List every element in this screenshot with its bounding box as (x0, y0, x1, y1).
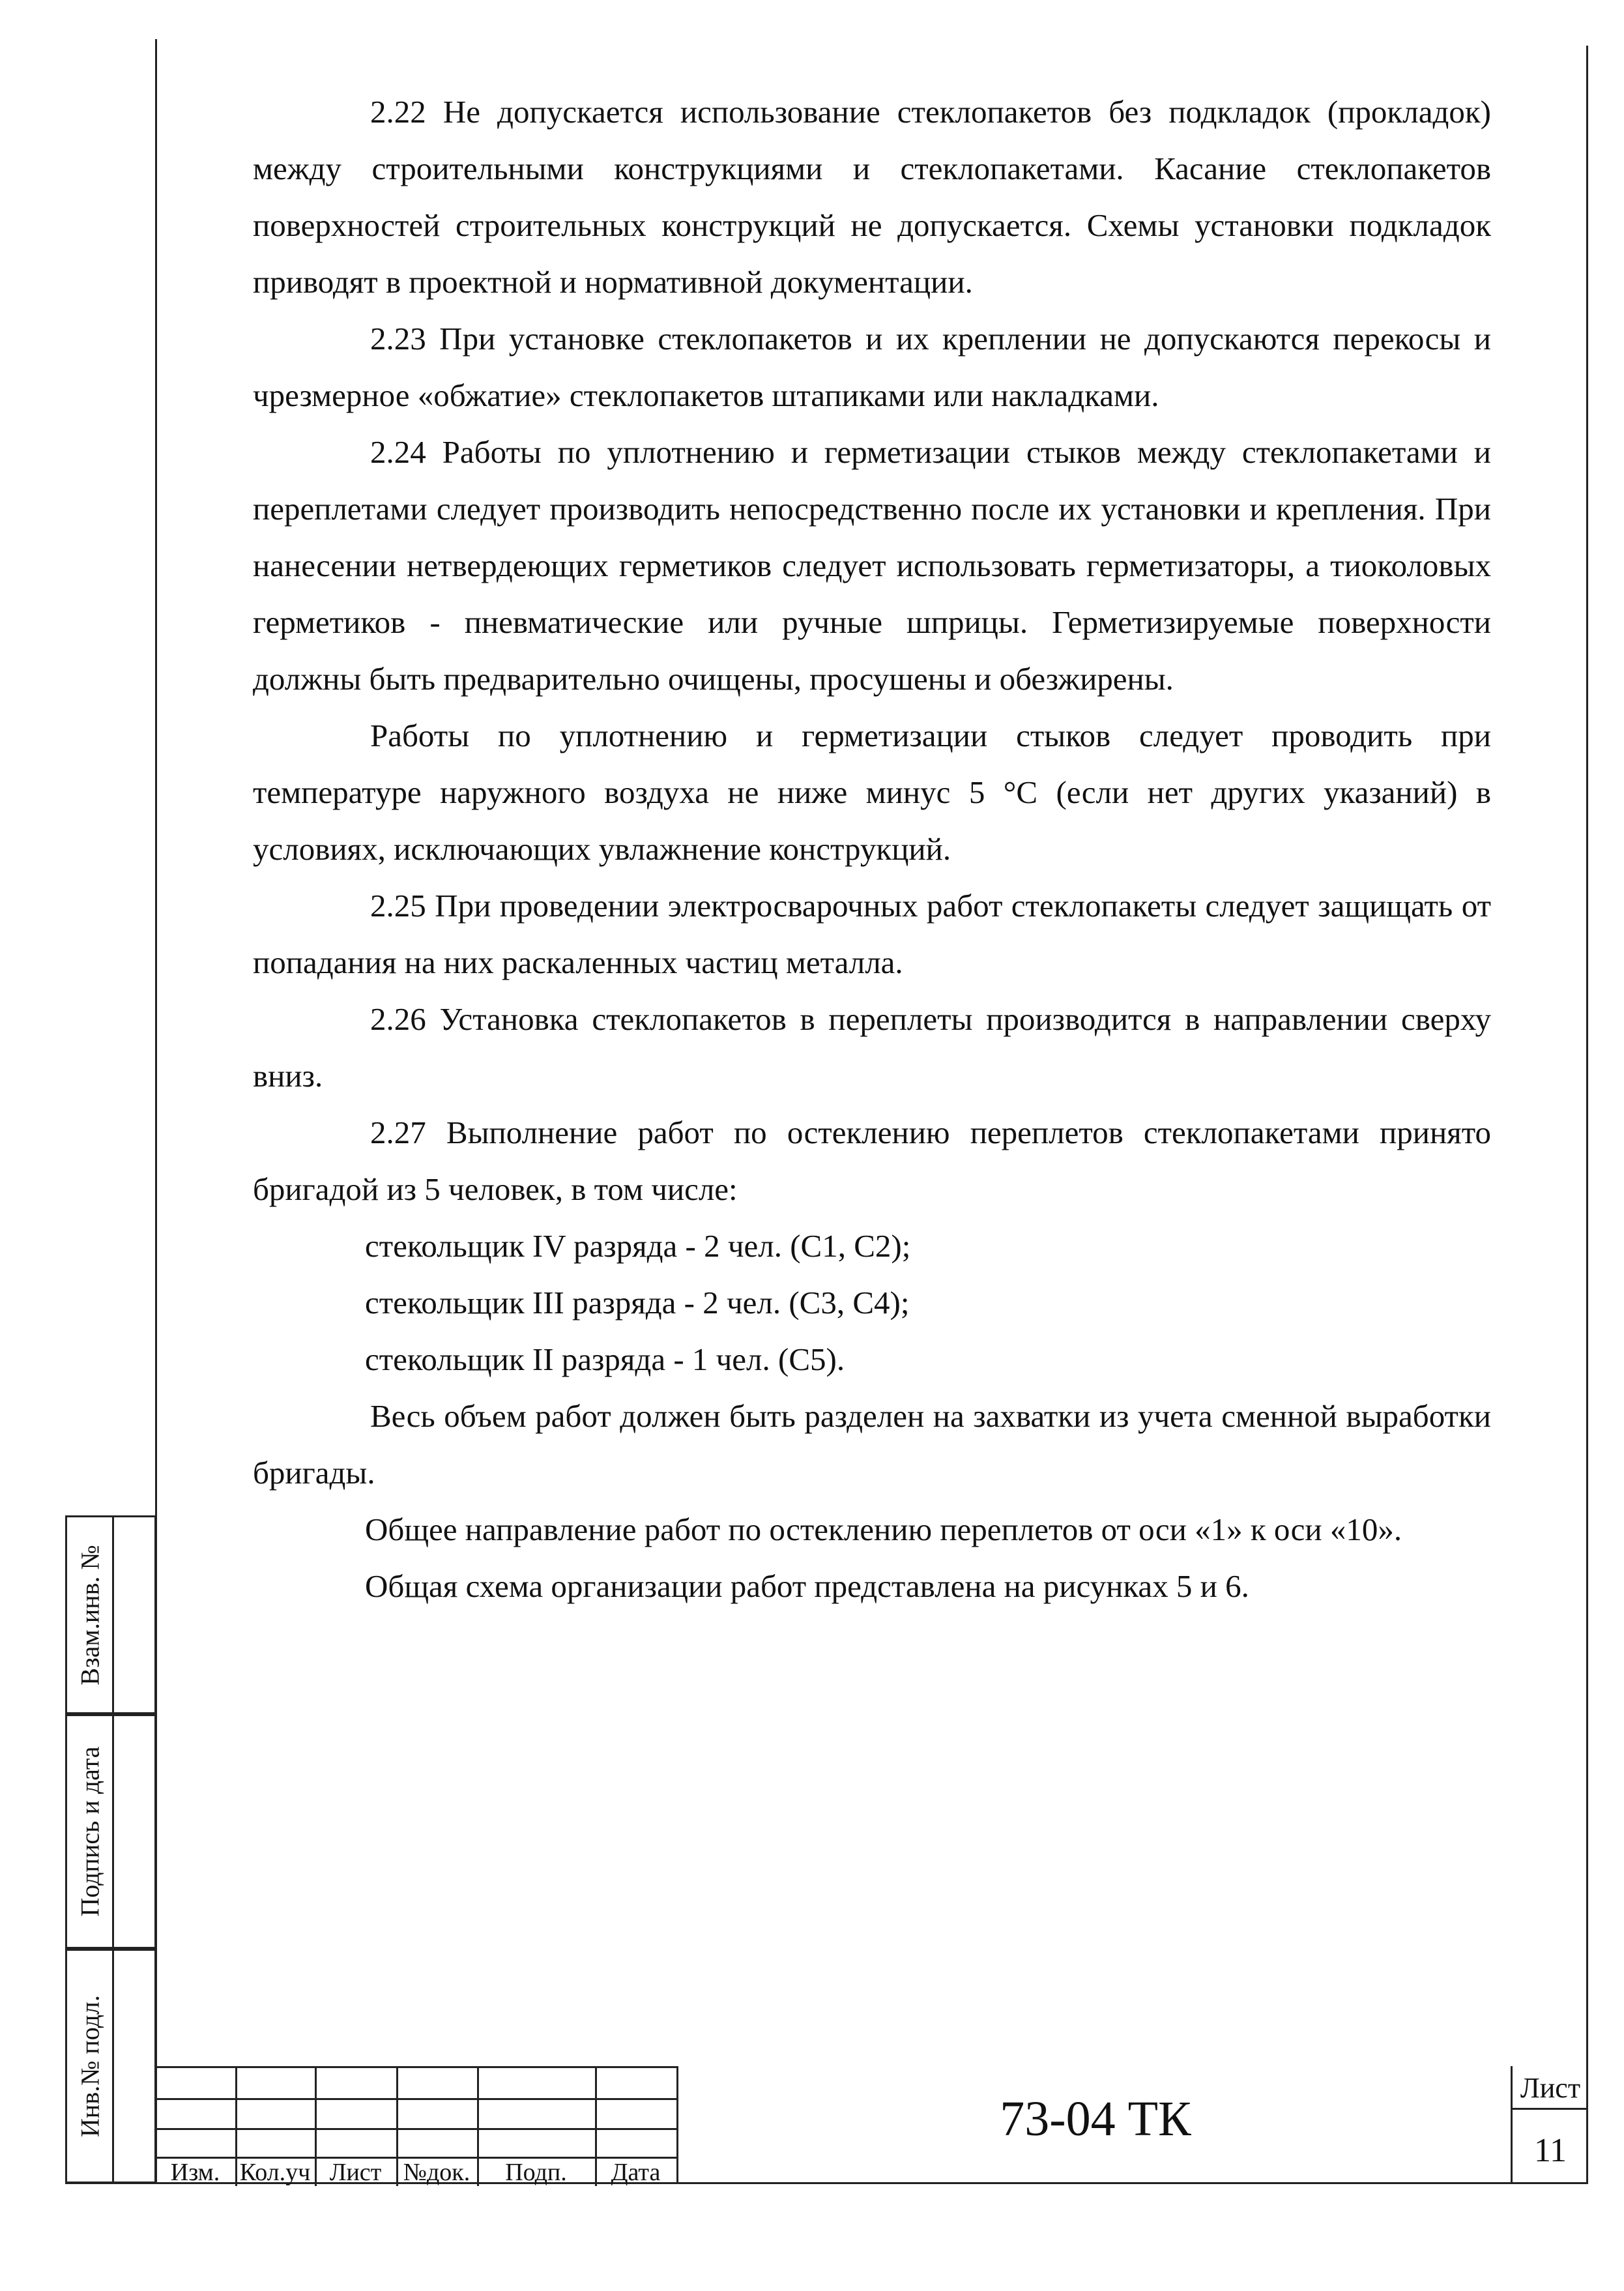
side-stamp-label: Инв.№ подл. (75, 1995, 104, 2137)
side-stamp-label: Подпись и дата (75, 1746, 104, 1917)
crew-list-item: стекольщик IV разряда - 2 чел. (С1, С2); (365, 1228, 911, 1264)
header-izm: Изм. (170, 2159, 220, 2186)
crew-list-item: стекольщик II разряда - 1 чел. (С5). (365, 1341, 845, 1377)
crew-list-item: стекольщик III разряда - 2 чел. (С3, С4); (365, 1285, 910, 1321)
title-block (155, 2066, 1588, 2184)
frame-right-border (1586, 46, 1588, 2183)
paragraph-2-27: 2.27 Выполнение работ по остеклению переплетов стеклопакетами принято бригадой из 5 человек, в том числе: (253, 1115, 1491, 1207)
paragraph-2-26: 2.26 Установка стеклопакетов в переплеты производится в направлении сверху вниз. (253, 1001, 1491, 1094)
table-rule (155, 2098, 676, 2100)
paragraph-work-division: Весь объем работ должен быть разделен на захватки из учета сменной выработки бригады. (253, 1398, 1491, 1491)
document-body (253, 83, 1491, 1614)
header-signature: Подп. (505, 2159, 567, 2186)
table-rule (155, 2128, 676, 2130)
paragraph-2-24: 2.24 Работы по уплотнению и герметизации стыков между стеклопакетами и переплетами следует производить непосредственно после их установки и крепления. При нанесении нетвердеющих герметиков следует использовать герметизаторы, а тиоколовых герметиков - пневматические или ручные шприцы. Герметизируемые поверхности должны быть предварительно очищены, просушены и обезжирены. (253, 434, 1491, 697)
side-stamp-signature-date (65, 1714, 156, 1949)
header-doc-no: №док. (403, 2159, 471, 2186)
header-kol-uch: Кол.уч (239, 2159, 311, 2186)
header-date: Дата (611, 2159, 661, 2186)
sheet-number: 11 (1533, 2132, 1567, 2169)
document-code-cell (676, 2066, 1513, 2184)
revision-table (155, 2066, 676, 2184)
side-stamp-label: Взам.инв. № (75, 1544, 104, 1685)
paragraph-2-22: 2.22 Не допускается использование стеклопакетов без подкладок (прокладок) между строительными конструкциями и стеклопакетами. Касание стеклопакетов поверхностей строительных конструкций не допускается. Схемы установки подкладок приводят в проектной и нормативной документации. (253, 94, 1491, 300)
paragraph-2-23: 2.23 При установке стеклопакетов и их креплении не допускаются перекосы и чрезмерное «обжатие» стеклопакетов штапиками или накладками. (253, 321, 1491, 413)
paragraph-sealing-temperature: Работы по уплотнению и герметизации стыков следует проводить при температуре наружного воздуха не ниже минус 5 °С (если нет других указаний) в условиях, исключающих увлажнение конструкций. (253, 718, 1491, 867)
paragraph-work-scheme: Общая схема организации работ представлена на рисунках 5 и 6. (365, 1568, 1249, 1604)
header-list: Лист (329, 2159, 382, 2186)
side-stamp-replaced-inv (65, 1515, 156, 1714)
document-code: 73-04 ТК (1000, 2092, 1191, 2146)
sheet-cell (1511, 2066, 1588, 2184)
table-rule (1513, 2108, 1588, 2110)
side-stamp-original-inv (65, 1949, 156, 2183)
sheet-label: Лист (1520, 2072, 1581, 2104)
paragraph-2-25: 2.25 При проведении электросварочных работ стеклопакеты следует защищать от попадания на них раскаленных частиц металла. (253, 888, 1491, 980)
paragraph-work-direction: Общее направление работ по остеклению переплетов от оси «1» к оси «10». (365, 1511, 1402, 1547)
